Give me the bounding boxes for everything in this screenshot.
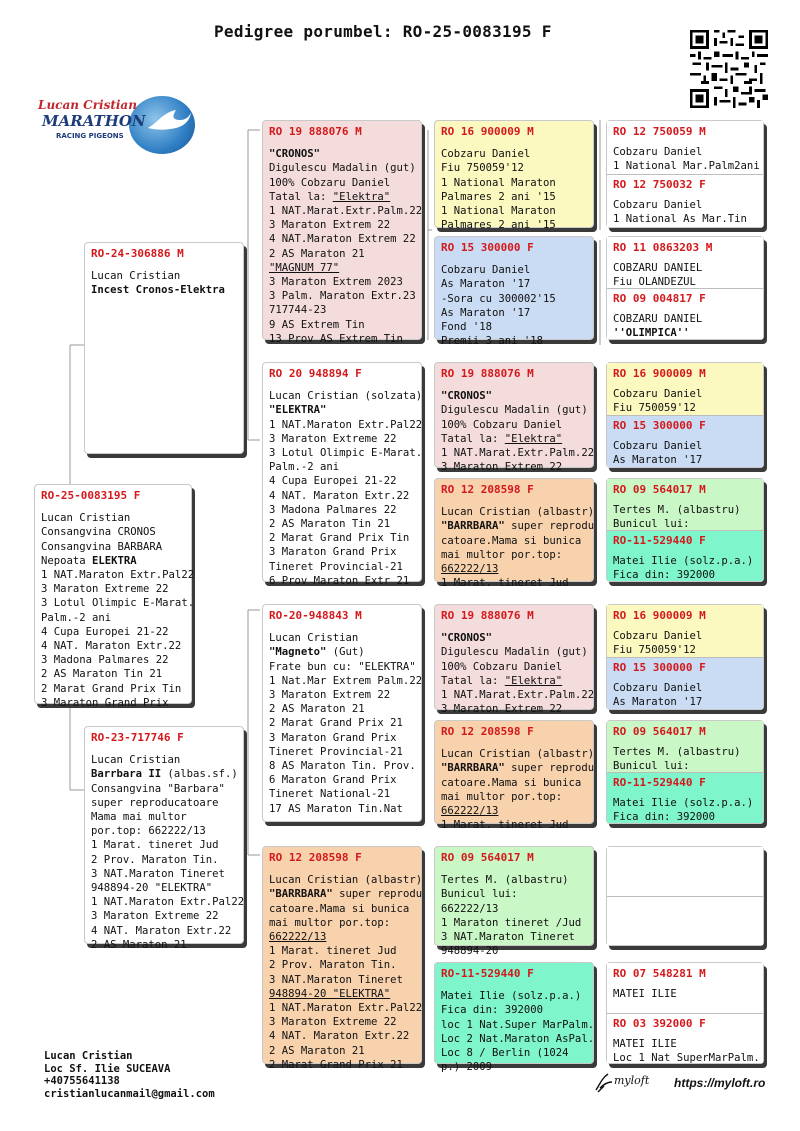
- gen4-group-3[interactable]: [606, 362, 764, 468]
- card-text-line: mai multor por.top:: [269, 916, 391, 929]
- ring-number: RO 20 948894 F: [269, 367, 362, 380]
- card-text-line: As Maraton '17: [613, 454, 703, 467]
- ring-number: RO-25-0083195 F: [41, 489, 141, 502]
- card-text-line: 1 NAT.Maraton Extr.Pal22: [91, 896, 245, 909]
- card-text-line: "CRONOS": [441, 632, 493, 645]
- card-text-line: Cobzaru Daniel: [613, 199, 703, 212]
- ring-number: RO-11-529440 F: [613, 534, 706, 547]
- card-text-line: 662222/13: [441, 805, 499, 818]
- card-text-line: 1 Marat. tineret Jud: [269, 945, 397, 958]
- card-text-line: "ELEKTRA": [269, 404, 327, 417]
- card-text-line: Tineret National-21: [269, 788, 391, 801]
- gen4-sire[interactable]: [607, 121, 763, 174]
- gen4-sire[interactable]: [607, 605, 763, 657]
- ring-number: RO 09 564017 M: [613, 725, 706, 738]
- ring-number: RO 09 004817 F: [613, 292, 706, 305]
- card-text-line: 3 Madona Palmares 22: [269, 503, 397, 516]
- ring-number: RO 11 0863203 M: [613, 241, 713, 254]
- card-text-line: 948894-20: [441, 945, 499, 958]
- card-text-line: 4 NAT. Maraton Extr.22: [41, 640, 182, 653]
- divider: [607, 174, 763, 175]
- card-text-line: Tatal la: "Elektra": [441, 432, 563, 445]
- card-text-line: 100% Cobzaru Daniel: [441, 418, 563, 431]
- myloft-bird-icon: [594, 1072, 614, 1094]
- card-text-line: Matei Ilie (solz.p.a.): [613, 797, 754, 810]
- card-text-line: 948894-20 "ELEKTRA": [91, 882, 213, 895]
- card-text-line: 1 NAT.Marat.Extr.Palm.22: [441, 689, 595, 702]
- ring-number: RO 12 208598 F: [441, 725, 534, 738]
- gen3-card-5[interactable]: [434, 604, 595, 716]
- card-text-line: Lucan Cristian: [91, 754, 181, 767]
- card-text-line: COBZARU DANIEL: [613, 262, 703, 275]
- card-text-line: Matei Ilie (solz.p.a.): [613, 555, 754, 568]
- dam-card[interactable]: [84, 726, 245, 951]
- card-text-line: Loc 8 / Berlin (1024: [441, 1047, 569, 1060]
- card-text-line: Cobzaru Daniel: [613, 630, 703, 643]
- card-text-line: Fiu 750059'12: [613, 402, 696, 415]
- card-text-line: 4 NAT.Maraton Extrem 22: [269, 233, 416, 246]
- card-text-line: As Maraton '17: [613, 696, 703, 709]
- card-text-line: 662222/13: [441, 563, 499, 576]
- card-text-line: 6 Prov Maraton Extr 21: [269, 574, 410, 587]
- card-text-line: 2 AS Maraton 21: [269, 703, 365, 716]
- card-text-line: "BARRBARA" super reprodu: [269, 888, 423, 901]
- card-text-line: Palmares 2 ani '15: [441, 190, 556, 203]
- gen4-group-6[interactable]: [606, 720, 764, 824]
- ring-number: RO 15 300000 F: [441, 241, 534, 254]
- card-text-line: Digulescu Madalin (gut): [441, 646, 588, 659]
- card-text-line: 1 National Maraton: [441, 205, 556, 218]
- card-text-line: Mama mai multor: [91, 811, 187, 824]
- card-text-line: por.top: 662222/13: [91, 825, 206, 838]
- gen4-group-5[interactable]: [606, 604, 764, 710]
- card-text-line: "CRONOS": [441, 390, 493, 403]
- card-text-line: Cobzaru Daniel: [613, 146, 703, 159]
- card-text-line: "BARRBARA" super reprodu: [441, 520, 595, 533]
- card-text-line: "MAGNUM 77": [269, 261, 340, 274]
- card-text-line: Barrbara II (albas.sf.): [91, 768, 238, 781]
- logo-tagline: RACING PIGEONS: [56, 132, 124, 140]
- card-text-line: 3 NAT.Maraton Tineret: [441, 931, 575, 944]
- card-text-line: 3 Maraton Extreme 22: [269, 1016, 397, 1029]
- card-text-line: 3 Maraton Grand Prix: [269, 731, 397, 744]
- card-text-line: 3 Maraton Extrem 22: [269, 219, 391, 232]
- myloft-brand: myloft: [614, 1074, 650, 1087]
- card-text-line: 2 AS Maraton 21: [269, 1044, 365, 1057]
- card-text-line: Digulescu Madalin (gut): [269, 162, 416, 175]
- card-text-line: Fica din: 392000: [441, 1004, 544, 1017]
- card-text-line: 8 AS Maraton Tin. Prov.: [269, 760, 416, 773]
- card-text-line: 948894-20 "ELEKTRA": [269, 987, 391, 1000]
- ring-number: RO-20-948843 M: [269, 609, 362, 622]
- card-text-line: 9 AS Extrem Tin: [269, 318, 365, 331]
- gen4-dam[interactable]: [607, 772, 763, 823]
- card-text-line: Fiu OLANDEZUL: [613, 276, 696, 289]
- card-text-line: Palmares 2 ani '15: [441, 219, 556, 232]
- card-text-line: 3 NAT.Maraton Tineret: [269, 973, 403, 986]
- gen4-dam[interactable]: [607, 415, 763, 467]
- card-text-line: Cobzaru Daniel: [441, 264, 531, 277]
- card-text-line: Lucan Cristian: [269, 632, 359, 645]
- card-text-line: 3 NAT.Maraton Tineret: [91, 867, 225, 880]
- gen4-dam[interactable]: [607, 657, 763, 709]
- ring-number: RO 12 208598 F: [269, 851, 362, 864]
- card-text-line: MATEI ILIE: [613, 1038, 677, 1051]
- gen4-dam[interactable]: [607, 896, 763, 945]
- card-text-line: Palm.-2 ani: [269, 461, 340, 474]
- card-text-line: COBZARU DANIEL: [613, 313, 703, 326]
- card-text-line: Tertes M. (albastru): [613, 746, 741, 759]
- card-text-line: p.) 2009: [441, 1061, 493, 1074]
- card-text-line: 2 Marat Grand Prix 21: [269, 717, 403, 730]
- ring-number: RO 12 750059 M: [613, 125, 706, 138]
- gen4-group-8[interactable]: [606, 962, 764, 1064]
- card-text-line: Lucan Cristian (albastr): [441, 506, 595, 519]
- card-text-line: Lucan Cristian (albastr): [269, 874, 423, 887]
- card-text-line: Bunicul lui:: [613, 760, 690, 773]
- card-text-line: 1 NAT.Maraton Extr.Pal22: [269, 418, 423, 431]
- gen4-group-1[interactable]: [606, 120, 764, 228]
- card-text-line: 4 NAT. Maraton Extr.22: [269, 1030, 410, 1043]
- card-text-line: Digulescu Madalin (gut): [441, 404, 588, 417]
- footer-contact: [44, 1050, 215, 1100]
- card-text-line: 13 Prov AS Extrem Tin: [269, 332, 403, 345]
- card-text-line: 2 AS Maraton Tin 21: [41, 668, 163, 681]
- card-text-line: "CRONOS": [269, 148, 321, 161]
- card-text-line: 1 NAT.Maraton Extr.Pal22: [269, 1002, 423, 1015]
- card-text-line: 4 Cupa Europei 21-22: [41, 625, 169, 638]
- card-text-line: Consangvina BARBARA: [41, 540, 163, 553]
- card-text-line: 4 Cupa Europei 21-22: [269, 475, 397, 488]
- card-text-line: 2 Marat Grand Prix Tin: [41, 682, 182, 695]
- sire-card[interactable]: [84, 242, 244, 454]
- card-text-line: 1 National As Mar.Tin: [613, 213, 747, 226]
- card-text-line: 3 Maraton Extreme 22: [41, 583, 169, 596]
- ring-number: RO 19 888076 M: [269, 125, 362, 138]
- card-text-line: Consangvina "Barbara": [91, 782, 225, 795]
- card-text-line: 3 Maraton Extrem 22: [269, 689, 391, 702]
- gen3-card-7[interactable]: [434, 846, 594, 958]
- card-text-line: 3 Maraton Extreme 22: [269, 432, 397, 445]
- card-text-line: Premii 3 ani '18: [441, 335, 544, 348]
- card-text-line: 1 Marat. tineret Jud: [441, 819, 569, 832]
- card-text-line: Lucan Cristian (albastr): [441, 748, 595, 761]
- card-text-line: Tatal la: "Elektra": [441, 674, 563, 687]
- card-text-line: Fiu 750059'12: [613, 644, 696, 657]
- card-text-line: 1 NAT.Maraton Extr.Pal22: [41, 569, 195, 582]
- footer-line: Loc Sf. Ilie SUCEAVA: [44, 1062, 171, 1075]
- card-text-line: Fica din: 392000: [613, 569, 716, 582]
- gen3-card-1[interactable]: [434, 120, 594, 232]
- gen4-sire[interactable]: [607, 847, 763, 896]
- card-text-line: 2 Marat Grand Prix 21: [269, 1058, 403, 1071]
- card-text-line: Matei Ilie (solz.p.a.): [441, 990, 582, 1003]
- card-text-line: Cobzaru Daniel: [613, 440, 703, 453]
- dam-sire-card[interactable]: [262, 604, 422, 822]
- ring-number: RO 03 392000 F: [613, 1017, 706, 1030]
- ring-number: RO 19 888076 M: [441, 609, 534, 622]
- gen4-dam[interactable]: [607, 174, 763, 227]
- card-text-line: super reproducatoare: [91, 796, 219, 809]
- card-text-line: Cobzaru Daniel: [613, 682, 703, 695]
- divider: [607, 530, 763, 531]
- card-text-line: 3 Lotul Olimpic E-Marat.: [269, 447, 423, 460]
- card-text-line: mai multor por.top:: [441, 548, 563, 561]
- page-title: Pedigree porumbel: RO-25-0083195 F: [214, 22, 552, 41]
- card-text-line: As Maraton '17: [441, 306, 531, 319]
- card-text-line: catoare.Mama si bunica: [441, 776, 582, 789]
- logo-name: Lucan Cristian: [38, 98, 137, 112]
- card-text-line: 1 NAT.Marat.Extr.Palm.22: [269, 205, 423, 218]
- gen3-card-6[interactable]: [434, 720, 595, 832]
- card-text-line: 3 Maraton Grand Prix: [269, 546, 397, 559]
- gen4-dam[interactable]: [607, 288, 763, 339]
- card-text-line: Lucan Cristian: [91, 270, 181, 283]
- card-text-line: mai multor por.top:: [441, 790, 563, 803]
- ring-number: RO-24-306886 M: [91, 247, 184, 260]
- ring-number: RO 15 300000 F: [613, 661, 706, 674]
- card-text-line: 1 Marat. tineret Jud: [441, 577, 569, 590]
- ring-number: RO-11-529440 F: [441, 967, 534, 980]
- logo: [34, 96, 194, 160]
- card-text-line: Incest Cronos-Elektra: [91, 284, 225, 297]
- subject-card[interactable]: [34, 484, 195, 709]
- divider: [607, 657, 763, 658]
- ring-number: RO 12 750032 F: [613, 178, 706, 191]
- gen4-group-7[interactable]: [606, 846, 764, 946]
- logo-brand: MARATHON: [42, 112, 146, 130]
- card-text-line: 717744-23: [269, 304, 327, 317]
- gen4-sire[interactable]: [607, 479, 763, 530]
- card-text-line: 2 Prov. Maraton Tin.: [269, 959, 397, 972]
- card-text-line: 2 Prov. Maraton Tin.: [91, 853, 219, 866]
- card-text-line: 3 Madona Palmares 22: [41, 654, 169, 667]
- divider: [607, 896, 763, 897]
- card-text-line: 4 NAT. Maraton Extr.22: [269, 489, 410, 502]
- ring-number: RO 07 548281 M: [613, 967, 706, 980]
- card-text-line: 1 Marat. tineret Jud: [91, 839, 219, 852]
- card-text-line: 100% Cobzaru Daniel: [441, 660, 563, 673]
- ring-number: RO 09 564017 M: [441, 851, 534, 864]
- card-text-line: 2 AS Maraton Tin 21: [269, 518, 391, 531]
- card-text-line: Consangvina CRONOS: [41, 526, 156, 539]
- card-text-line: Lucan Cristian: [41, 512, 131, 525]
- card-text-line: 3 Maraton Grand Prix: [41, 696, 169, 709]
- card-text-line: 2 AS Maraton 21: [269, 247, 365, 260]
- card-text-line: 1 National Maraton: [441, 176, 556, 189]
- card-text-line: Nepoata ELEKTRA: [41, 554, 137, 567]
- gen3-card-4[interactable]: [434, 478, 595, 590]
- divider: [607, 288, 763, 289]
- card-text-line: catoare.Mama si bunica: [269, 902, 410, 915]
- ring-number: RO 09 564017 M: [613, 483, 706, 496]
- gen3-card-3[interactable]: [434, 362, 595, 474]
- card-text-line: ''OLIMPICA'': [613, 327, 690, 340]
- dove-icon: [146, 108, 192, 136]
- card-text-line: MATEI ILIE: [613, 988, 677, 1001]
- card-text-line: 1 Maraton tineret /Jud: [441, 916, 582, 929]
- ring-number: RO 16 900009 M: [441, 125, 534, 138]
- card-text-line: 17 AS Maraton Tin.Nat: [269, 802, 403, 815]
- card-text-line: 2 AS Maraton 21: [91, 938, 187, 951]
- gen4-group-2[interactable]: [606, 236, 764, 340]
- footer-line: Lucan Cristian: [44, 1050, 133, 1062]
- gen4-dam[interactable]: [607, 530, 763, 581]
- divider: [607, 415, 763, 416]
- gen4-sire[interactable]: [607, 721, 763, 772]
- gen4-dam[interactable]: [607, 1013, 763, 1063]
- card-text-line: Tertes M. (albastru): [613, 504, 741, 517]
- gen3-card-2[interactable]: [434, 236, 594, 348]
- card-text-line: 1 National Mar.Palm2ani: [613, 160, 760, 173]
- gen4-sire[interactable]: [607, 963, 763, 1013]
- footer-email[interactable]: cristianlucanmail@gmail.com: [44, 1087, 215, 1100]
- card-text-line: -Sora cu 300002'15: [441, 292, 556, 305]
- card-text-line: 662222/13: [269, 931, 327, 944]
- card-text-line: 1 NAT.Marat.Extr.Palm.22: [441, 447, 595, 460]
- card-text-line: Tertes M. (albastru): [441, 874, 569, 887]
- gen4-sire[interactable]: [607, 237, 763, 288]
- card-text-line: Loc 2 Nat.Maraton AsPal.: [441, 1032, 595, 1045]
- ring-number: RO 16 900009 M: [613, 367, 706, 380]
- card-text-line: 3 Lotul Olimpic E-Marat.: [41, 597, 195, 610]
- gen4-sire[interactable]: [607, 363, 763, 415]
- card-text-line: Loc 1 Nat SuperMarPalm.: [613, 1052, 760, 1065]
- card-text-line: 662222/13: [441, 902, 499, 915]
- gen3-card-8[interactable]: [434, 962, 595, 1074]
- divider: [607, 772, 763, 773]
- site-link[interactable]: https://myloft.ro: [674, 1076, 766, 1090]
- card-text-line: Tineret Provincial-21: [269, 745, 403, 758]
- sire-sire-card[interactable]: [262, 120, 423, 345]
- card-text-line: Cobzaru Daniel: [441, 148, 531, 161]
- card-text-line: 6 Maraton Grand Prix: [269, 774, 397, 787]
- card-text-line: 100% Cobzaru Daniel: [269, 176, 391, 189]
- card-text-line: Bunicul lui:: [441, 888, 518, 901]
- card-text-line: As Maraton '17: [441, 278, 531, 291]
- card-text-line: Palm.-2 ani: [41, 611, 112, 624]
- ring-number: RO-11-529440 F: [613, 776, 706, 789]
- ring-number: RO 16 900009 M: [613, 609, 706, 622]
- card-text-line: "Magneto" (Gut): [269, 646, 365, 659]
- card-text-line: Fiu 750059'12: [441, 162, 524, 175]
- card-text-line: Tineret Provincial-21: [269, 560, 403, 573]
- ring-number: RO 12 208598 F: [441, 483, 534, 496]
- gen4-group-4[interactable]: [606, 478, 764, 582]
- ring-number: RO-23-717746 F: [91, 731, 184, 744]
- divider: [607, 1013, 763, 1014]
- card-text-line: 4 NAT. Maraton Extr.22: [91, 924, 232, 937]
- ring-number: RO 15 300000 F: [613, 419, 706, 432]
- card-text-line: Frate bun cu: "ELEKTRA": [269, 660, 416, 673]
- card-text-line: loc 1 Nat.Super MarPalm.: [441, 1018, 595, 1031]
- card-text-line: 3 Maraton Extrem 22: [441, 703, 563, 716]
- card-text-line: 3 Maraton Extrem 22: [441, 461, 563, 474]
- dam-dam-card[interactable]: [262, 846, 423, 1071]
- card-text-line: Fond '18: [441, 321, 493, 334]
- card-text-line: catoare.Mama si bunica: [441, 534, 582, 547]
- card-text-line: Tatal la: "Elektra": [269, 190, 391, 203]
- card-text-line: Cobzaru Daniel: [613, 388, 703, 401]
- qr-code-icon: [690, 30, 768, 108]
- card-text-line: Lucan Cristian (solzata): [269, 390, 423, 403]
- card-text-line: 3 Maraton Extrem 2023: [269, 276, 403, 289]
- card-text-line: 3 Palm. Maraton Extr.23: [269, 290, 416, 303]
- card-text-line: 2 Marat Grand Prix Tin: [269, 532, 410, 545]
- card-text-line: Fica din: 392000: [613, 811, 716, 824]
- sire-dam-card[interactable]: [262, 362, 423, 587]
- card-text-line: "BARRBARA" super reprodu: [441, 762, 595, 775]
- ring-number: RO 19 888076 M: [441, 367, 534, 380]
- card-text-line: Bunicul lui:: [613, 518, 690, 531]
- card-text-line: 3 Maraton Extreme 22: [91, 910, 219, 923]
- card-text-line: 1 Nat.Mar Extrem Palm.22: [269, 674, 423, 687]
- footer-line: +40755641138: [44, 1075, 120, 1087]
